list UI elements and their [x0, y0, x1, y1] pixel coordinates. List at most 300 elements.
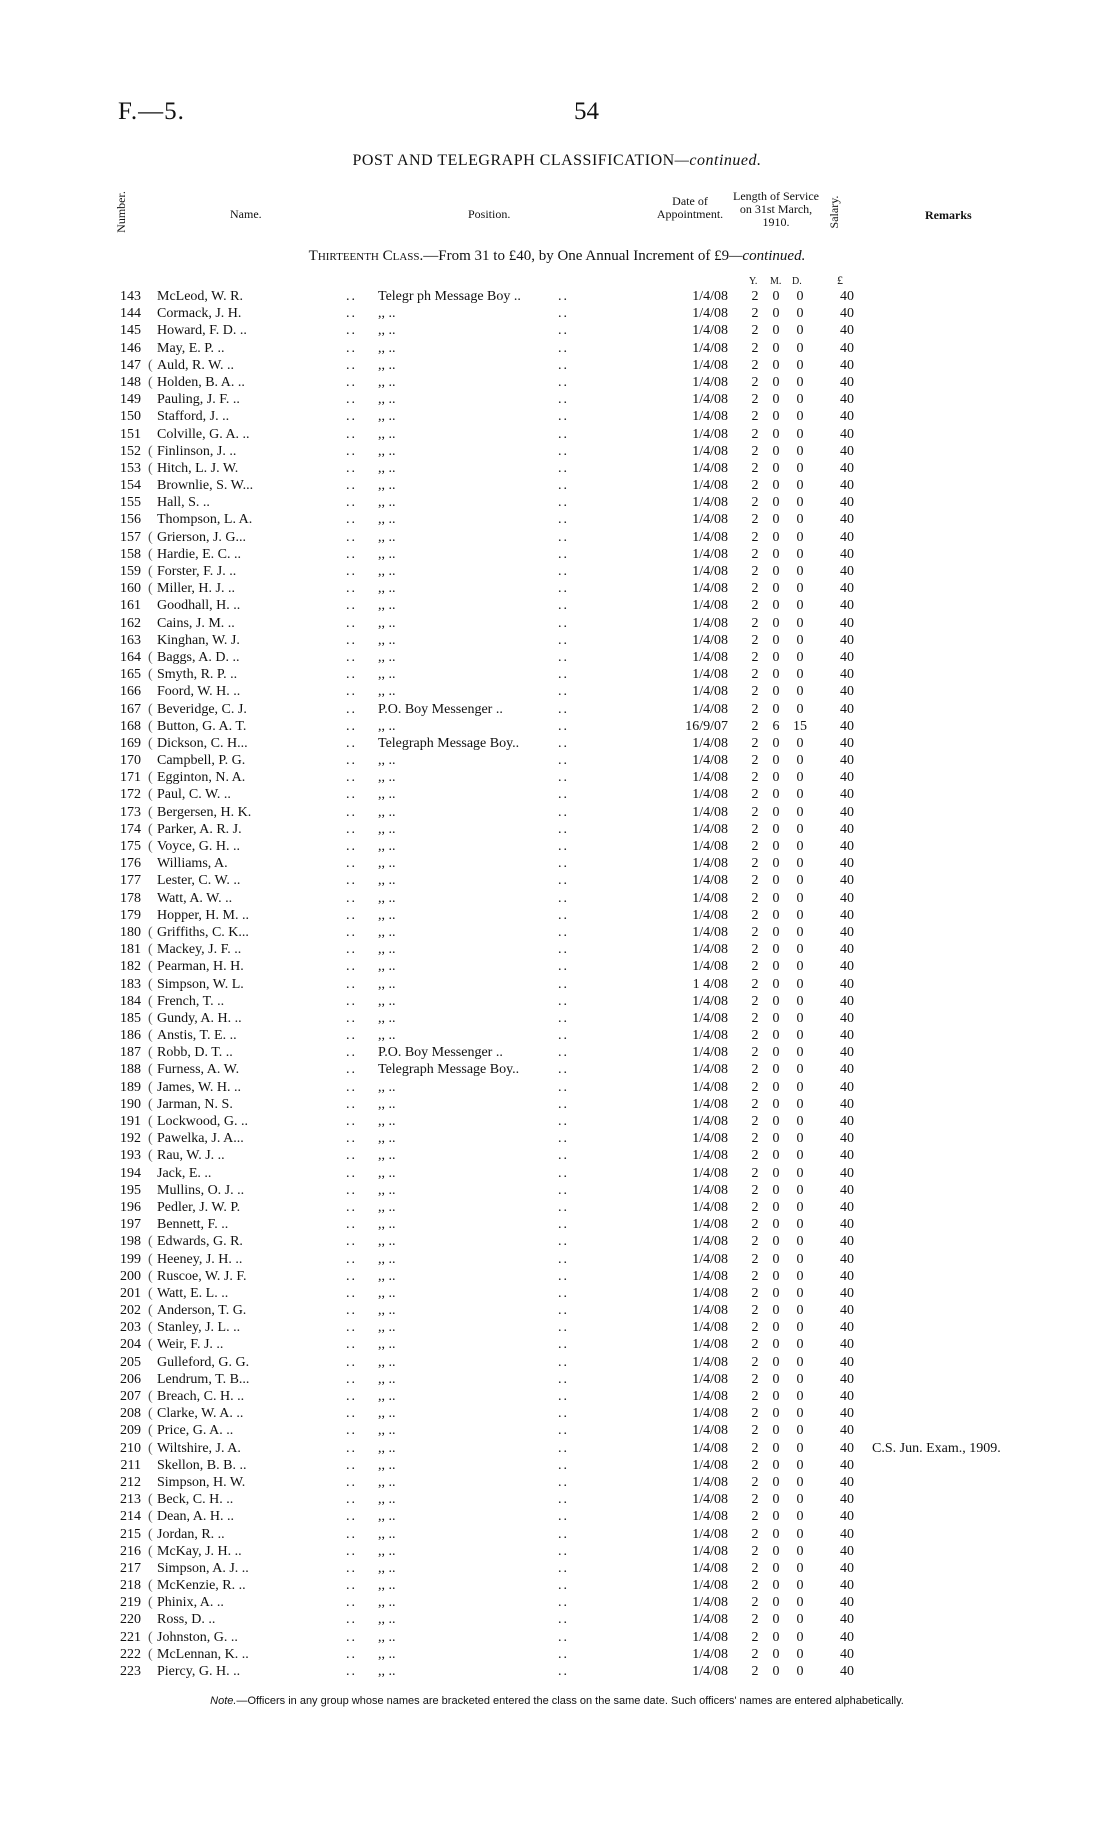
row-days: 0 — [796, 1457, 804, 1473]
table-row — [0, 1508, 1114, 1525]
row-salary: 40 — [840, 1578, 854, 1594]
row-date: 1/4/08 — [692, 1492, 728, 1508]
row-days: 0 — [796, 1337, 804, 1353]
row-leader: .. — [346, 1629, 357, 1645]
row-leader: .. — [558, 1268, 569, 1284]
row-leader: .. — [346, 357, 357, 373]
row-number: 174 — [120, 821, 141, 837]
table-row — [0, 1251, 1114, 1268]
row-months: 0 — [772, 564, 780, 579]
row-date: 1/4/08 — [692, 357, 728, 373]
row-number: 162 — [120, 615, 141, 631]
table-row — [0, 666, 1114, 683]
table-row — [0, 1474, 1114, 1491]
row-leader: .. — [558, 546, 569, 562]
row-date: 1/4/08 — [692, 1148, 728, 1164]
row-salary: 40 — [840, 993, 854, 1009]
row-salary: 40 — [840, 1010, 854, 1026]
table-row — [0, 1216, 1114, 1233]
table-row — [0, 1577, 1114, 1594]
row-months: 0 — [772, 873, 780, 889]
row-leader: .. — [558, 787, 569, 803]
row-years: 2 — [751, 1028, 759, 1044]
row-date: 1/4/08 — [692, 735, 728, 751]
row-leader: .. — [558, 1474, 569, 1490]
row-date: 1/4/08 — [692, 1595, 728, 1611]
table-row — [0, 1388, 1114, 1405]
row-leader: .. — [558, 804, 569, 820]
table-row — [0, 1611, 1114, 1628]
row-months: 0 — [772, 1492, 780, 1508]
row-months: 0 — [772, 1320, 780, 1336]
row-leader: .. — [558, 1406, 569, 1422]
row-bracket: ( — [148, 1526, 153, 1542]
row-name: Miller, H. J. .. — [157, 581, 235, 597]
row-name: Gundy, A. H. .. — [157, 1010, 242, 1026]
row-days: 0 — [796, 1371, 804, 1387]
row-years: 2 — [751, 753, 759, 769]
row-days: 0 — [796, 667, 804, 683]
row-months: 0 — [772, 546, 780, 562]
row-months: 0 — [772, 839, 780, 854]
row-date: 1/4/08 — [692, 1114, 728, 1129]
row-position: ,, .. — [378, 1560, 396, 1576]
row-date: 1/4/08 — [692, 632, 728, 648]
row-days: 0 — [796, 1646, 804, 1662]
row-days: 15 — [793, 718, 807, 734]
row-leader: .. — [346, 993, 357, 1009]
row-months: 0 — [772, 1199, 780, 1215]
row-number: 157 — [120, 529, 141, 545]
row-name: Dickson, C. H... — [157, 735, 248, 751]
row-salary: 40 — [840, 1217, 854, 1233]
table-row — [0, 1663, 1114, 1680]
row-salary: 40 — [840, 873, 854, 889]
row-leader: .. — [558, 1560, 569, 1576]
row-position: ,, .. — [378, 598, 396, 614]
row-leader: .. — [346, 1423, 357, 1439]
row-leader: .. — [346, 632, 357, 648]
row-salary: 40 — [840, 701, 854, 717]
row-salary: 40 — [840, 512, 854, 528]
row-leader: .. — [558, 1320, 569, 1336]
header-salary: Salary. — [827, 195, 841, 229]
row-days: 0 — [796, 1543, 804, 1559]
row-years: 2 — [751, 735, 759, 751]
row-leader: .. — [558, 1509, 569, 1525]
row-position: ,, .. — [378, 512, 396, 528]
row-date: 1/4/08 — [692, 856, 728, 872]
row-months: 0 — [772, 1406, 780, 1422]
table-row — [0, 735, 1114, 752]
table-row — [0, 1440, 1114, 1457]
row-number: 168 — [120, 718, 141, 734]
row-years: 2 — [751, 1509, 759, 1525]
row-position: ,, .. — [378, 1114, 396, 1129]
row-leader: .. — [346, 1165, 357, 1181]
row-leader: .. — [346, 1509, 357, 1525]
row-years: 2 — [751, 1045, 759, 1061]
row-position: ,, .. — [378, 1612, 396, 1628]
row-leader: .. — [558, 701, 569, 717]
table-row — [0, 649, 1114, 666]
row-days: 0 — [796, 1045, 804, 1061]
row-number: 191 — [120, 1114, 141, 1129]
row-number: 146 — [120, 340, 141, 356]
row-number: 194 — [120, 1165, 141, 1181]
row-date: 1/4/08 — [692, 787, 728, 803]
row-salary: 40 — [840, 1595, 854, 1611]
row-number: 187 — [120, 1045, 141, 1061]
row-name: Lester, C. W. .. — [157, 873, 241, 889]
row-name: Grierson, J. G... — [157, 529, 247, 545]
row-leader: .. — [558, 1114, 569, 1129]
row-days: 0 — [796, 1268, 804, 1284]
row-days: 0 — [796, 289, 804, 304]
table-row — [0, 1199, 1114, 1216]
row-name: Stanley, J. L. .. — [157, 1320, 241, 1336]
row-years: 2 — [751, 1062, 759, 1078]
row-date: 1/4/08 — [692, 1079, 728, 1095]
row-number: 197 — [120, 1217, 141, 1233]
row-leader: .. — [346, 1096, 357, 1112]
row-leader: .. — [346, 615, 357, 631]
row-years: 2 — [751, 357, 759, 373]
row-days: 0 — [796, 1303, 804, 1319]
row-days: 0 — [796, 701, 804, 717]
row-leader: .. — [558, 495, 569, 511]
row-months: 0 — [772, 684, 780, 700]
row-days: 0 — [796, 1492, 804, 1508]
row-position: ,, .. — [378, 1595, 396, 1611]
row-leader: .. — [346, 1595, 357, 1611]
row-leader: .. — [346, 1131, 357, 1147]
row-date: 1/4/08 — [692, 1096, 728, 1112]
row-years: 2 — [751, 804, 759, 820]
row-date: 1/4/08 — [692, 564, 728, 579]
row-years: 2 — [751, 667, 759, 683]
row-bracket: ( — [148, 942, 153, 958]
row-name: Griffiths, C. K... — [157, 924, 249, 940]
row-days: 0 — [796, 529, 804, 545]
row-name: French, T. .. — [157, 993, 225, 1009]
row-months: 0 — [772, 1354, 780, 1370]
table-row — [0, 1491, 1114, 1508]
row-number: 186 — [120, 1028, 141, 1044]
row-years: 2 — [751, 1474, 759, 1490]
row-leader: .. — [558, 667, 569, 683]
row-leader: .. — [346, 460, 357, 476]
row-leader: .. — [346, 1234, 357, 1250]
row-years: 2 — [751, 1440, 759, 1456]
table-row — [0, 890, 1114, 907]
table-row — [0, 426, 1114, 443]
row-date: 1/4/08 — [692, 1578, 728, 1594]
row-salary: 40 — [840, 959, 854, 975]
row-position: ,, .. — [378, 1234, 396, 1250]
row-salary: 40 — [840, 787, 854, 803]
row-years: 2 — [751, 718, 759, 734]
row-number: 196 — [120, 1199, 141, 1215]
row-years: 2 — [751, 856, 759, 872]
row-leader: .. — [558, 649, 569, 665]
row-leader: .. — [346, 598, 357, 614]
table-row — [0, 1233, 1114, 1250]
row-leader: .. — [346, 1045, 357, 1061]
row-months: 0 — [772, 1629, 780, 1645]
row-position: ,, .. — [378, 632, 396, 648]
row-date: 1/4/08 — [692, 1045, 728, 1061]
row-number: 151 — [120, 426, 141, 442]
row-number: 144 — [120, 306, 141, 322]
table-row — [0, 494, 1114, 511]
row-leader: .. — [558, 753, 569, 769]
row-months: 0 — [772, 1664, 780, 1679]
row-date: 1/4/08 — [692, 1131, 728, 1147]
row-name: Paul, C. W. .. — [157, 787, 231, 803]
row-leader: .. — [346, 1148, 357, 1164]
row-date: 1/4/08 — [692, 1543, 728, 1559]
row-date: 1/4/08 — [692, 839, 728, 854]
row-years: 2 — [751, 460, 759, 476]
row-years: 2 — [751, 392, 759, 408]
row-days: 0 — [796, 357, 804, 373]
row-position: ,, .. — [378, 1165, 396, 1181]
row-number: 173 — [120, 804, 141, 820]
table-row — [0, 1061, 1114, 1078]
row-months: 0 — [772, 976, 780, 992]
row-days: 0 — [796, 1165, 804, 1181]
row-salary: 40 — [840, 1457, 854, 1473]
row-salary: 40 — [840, 1199, 854, 1215]
table-row — [0, 288, 1114, 305]
row-position: ,, .. — [378, 1217, 396, 1233]
table-row — [0, 1130, 1114, 1147]
row-leader: .. — [558, 374, 569, 390]
row-months: 0 — [772, 615, 780, 631]
row-months: 0 — [772, 1131, 780, 1147]
row-name: Simpson, H. W. — [157, 1474, 246, 1490]
row-position: ,, .. — [378, 1028, 396, 1044]
row-leader: .. — [346, 1526, 357, 1542]
row-name: McLeod, W. R. — [157, 289, 243, 304]
unit-years: Y. — [749, 276, 758, 287]
row-salary: 40 — [840, 1096, 854, 1112]
class-suffix: —continued. — [729, 248, 806, 264]
row-leader: .. — [558, 1457, 569, 1473]
row-name: Parker, A. R. J. — [157, 821, 242, 837]
row-days: 0 — [796, 512, 804, 528]
row-salary: 40 — [840, 1389, 854, 1404]
row-leader: .. — [558, 1646, 569, 1662]
row-salary: 40 — [840, 546, 854, 562]
row-salary: 40 — [840, 1492, 854, 1508]
row-leader: .. — [558, 1010, 569, 1026]
row-number: 179 — [120, 907, 141, 923]
row-months: 0 — [772, 667, 780, 683]
row-leader: .. — [346, 1492, 357, 1508]
row-position: ,, .. — [378, 495, 396, 511]
row-years: 2 — [751, 701, 759, 717]
row-days: 0 — [796, 821, 804, 837]
row-bracket: ( — [148, 1595, 153, 1611]
row-days: 0 — [796, 1440, 804, 1456]
row-date: 1/4/08 — [692, 1010, 728, 1026]
row-years: 2 — [751, 1526, 759, 1542]
row-name: Edwards, G. R. — [157, 1234, 243, 1250]
row-months: 0 — [772, 1079, 780, 1095]
row-position: ,, .. — [378, 1131, 396, 1147]
table-row — [0, 1457, 1114, 1474]
row-leader: .. — [346, 495, 357, 511]
row-days: 0 — [796, 976, 804, 992]
row-days: 0 — [796, 323, 804, 339]
row-days: 0 — [796, 856, 804, 872]
row-name: Piercy, G. H. .. — [157, 1664, 241, 1679]
row-position: ,, .. — [378, 1371, 396, 1387]
row-position: ,, .. — [378, 959, 396, 975]
row-years: 2 — [751, 1389, 759, 1404]
row-number: 165 — [120, 667, 141, 683]
row-date: 1/4/08 — [692, 1320, 728, 1336]
table-row — [0, 855, 1114, 872]
row-years: 2 — [751, 546, 759, 562]
table-row — [0, 460, 1114, 477]
row-months: 0 — [772, 340, 780, 356]
row-leader: .. — [558, 1440, 569, 1456]
row-position: ,, .. — [378, 615, 396, 631]
row-years: 2 — [751, 1165, 759, 1181]
row-salary: 40 — [840, 942, 854, 958]
row-leader: .. — [558, 1423, 569, 1439]
row-leader: .. — [346, 426, 357, 442]
row-months: 0 — [772, 856, 780, 872]
row-months: 0 — [772, 1389, 780, 1404]
row-bracket: ( — [148, 1320, 153, 1336]
row-months: 0 — [772, 1251, 780, 1267]
row-date: 1/4/08 — [692, 1440, 728, 1456]
row-months: 0 — [772, 649, 780, 665]
row-bracket: ( — [148, 1389, 153, 1404]
row-leader: .. — [346, 649, 357, 665]
row-bracket: ( — [148, 1646, 153, 1662]
row-leader: .. — [346, 1062, 357, 1078]
row-months: 0 — [772, 495, 780, 511]
row-salary: 40 — [840, 1509, 854, 1525]
row-position: ,, .. — [378, 942, 396, 958]
row-number: 203 — [120, 1320, 141, 1336]
row-date: 1/4/08 — [692, 1612, 728, 1628]
row-leader: .. — [346, 1389, 357, 1404]
row-months: 0 — [772, 907, 780, 923]
row-leader: .. — [346, 443, 357, 459]
row-salary: 40 — [840, 1045, 854, 1061]
row-years: 2 — [751, 1217, 759, 1233]
row-leader: .. — [558, 529, 569, 545]
row-name: Auld, R. W. .. — [157, 357, 235, 373]
row-salary: 40 — [840, 1612, 854, 1628]
row-years: 2 — [751, 942, 759, 958]
row-name: Williams, A. — [157, 856, 228, 872]
row-leader: .. — [346, 753, 357, 769]
row-date: 1/4/08 — [692, 374, 728, 390]
row-date: 1/4/08 — [692, 323, 728, 339]
row-name: Brownlie, S. W... — [157, 478, 254, 494]
row-leader: .. — [346, 512, 357, 528]
row-number: 147 — [120, 357, 141, 373]
table-row — [0, 1182, 1114, 1199]
row-salary: 40 — [840, 890, 854, 906]
row-bracket: ( — [148, 1268, 153, 1284]
row-years: 2 — [751, 306, 759, 322]
row-date: 1/4/08 — [692, 1354, 728, 1370]
row-days: 0 — [796, 1217, 804, 1233]
row-name: Watt, A. W. .. — [157, 890, 233, 906]
footnote — [0, 1695, 1114, 1707]
row-months: 0 — [772, 770, 780, 786]
row-number: 195 — [120, 1182, 141, 1198]
row-position: ,, .. — [378, 1664, 396, 1679]
row-number: 198 — [120, 1234, 141, 1250]
row-bracket: ( — [148, 1578, 153, 1594]
row-days: 0 — [796, 1148, 804, 1164]
row-salary: 40 — [840, 770, 854, 786]
row-date: 1/4/08 — [692, 1526, 728, 1542]
row-years: 2 — [751, 1079, 759, 1095]
row-leader: .. — [558, 942, 569, 958]
row-position: ,, .. — [378, 581, 396, 597]
header-length: Length of Service on 31st March, 1910. — [733, 189, 819, 229]
row-leader: .. — [558, 1199, 569, 1215]
row-leader: .. — [558, 924, 569, 940]
table-row — [0, 340, 1114, 357]
row-bracket: ( — [148, 374, 153, 390]
row-name: Watt, E. L. .. — [157, 1285, 229, 1301]
row-date: 1/4/08 — [692, 1303, 728, 1319]
row-date: 1/4/08 — [692, 1062, 728, 1078]
row-years: 2 — [751, 1543, 759, 1559]
row-salary: 40 — [840, 856, 854, 872]
table-row — [0, 701, 1114, 718]
row-bracket: ( — [148, 1629, 153, 1645]
row-number: 222 — [120, 1646, 141, 1662]
row-leader: .. — [558, 1664, 569, 1679]
row-months: 0 — [772, 735, 780, 751]
row-years: 2 — [751, 821, 759, 837]
row-salary: 40 — [840, 340, 854, 356]
row-date: 1/4/08 — [692, 1371, 728, 1387]
row-name: Phinix, A. .. — [157, 1595, 224, 1611]
row-leader: .. — [558, 392, 569, 408]
row-years: 2 — [751, 1492, 759, 1508]
page-title — [0, 152, 1114, 170]
row-leader: .. — [558, 1234, 569, 1250]
row-leader: .. — [558, 443, 569, 459]
row-salary: 40 — [840, 323, 854, 339]
row-position: ,, .. — [378, 839, 396, 854]
row-name: Jack, E. .. — [157, 1165, 212, 1181]
row-months: 0 — [772, 374, 780, 390]
row-number: 208 — [120, 1406, 141, 1422]
row-position: ,, .. — [378, 392, 396, 408]
row-years: 2 — [751, 873, 759, 889]
row-leader: .. — [558, 1389, 569, 1404]
row-leader: .. — [346, 1285, 357, 1301]
row-number: 182 — [120, 959, 141, 975]
row-bracket: ( — [148, 1234, 153, 1250]
row-leader: .. — [558, 770, 569, 786]
row-salary: 40 — [840, 924, 854, 940]
